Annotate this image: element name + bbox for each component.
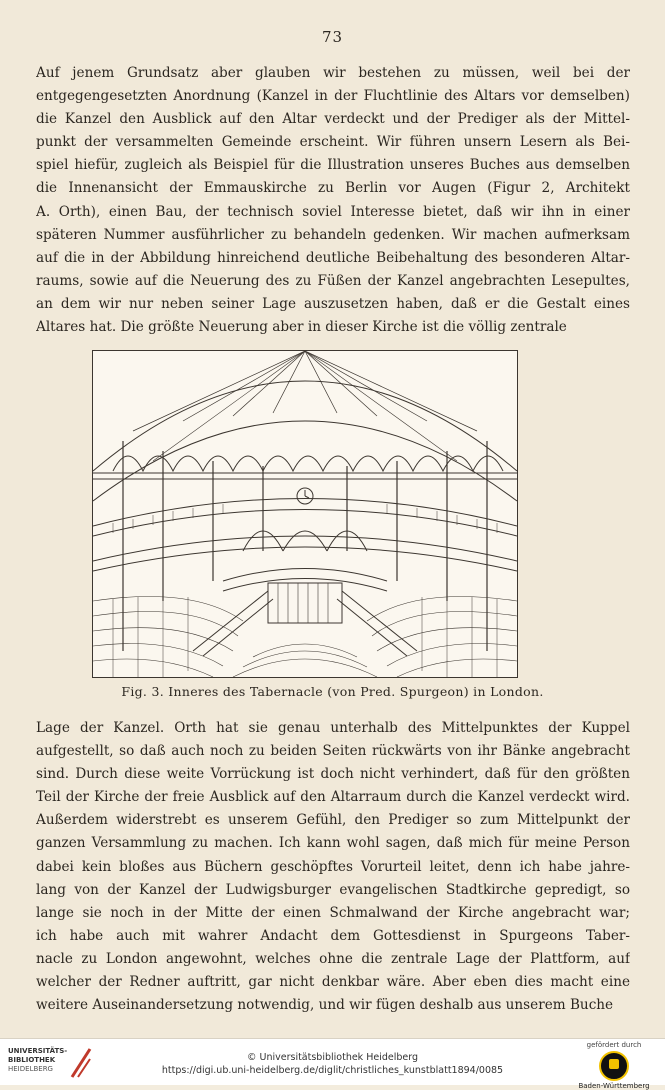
text-line: A. Orth), einen Bau, der technisch soviel Interesse bietet, daß wir ihn in einer bbox=[36, 203, 630, 220]
figure-tabernacle-interior bbox=[92, 350, 518, 678]
text-line: Außerdem widerstrebt es unserem Gefühl, den Prediger so zum Mittelpunkt der bbox=[36, 812, 630, 829]
copyright-notice: © Universitätsbibliothek Heidelberg bbox=[246, 1052, 418, 1063]
paragraph-2 bbox=[36, 717, 630, 1017]
text-line: Teil der Kirche der freie Ausblick auf den Altarraum durch die Kanzel verdeckt wird. bbox=[36, 789, 630, 806]
digitization-footer bbox=[0, 1038, 665, 1090]
text-line: entgegengesetzten Anordnung (Kanzel in der Fluchtlinie des Altars vor demselben) bbox=[36, 88, 630, 105]
text-line: die Innenansicht der Emmauskirche zu Berlin vor Augen (Figur 2, Architekt bbox=[36, 180, 630, 197]
figure-caption: Fig. 3. Inneres des Tabernacle (von Pred. Spurgeon) in London. bbox=[121, 684, 544, 699]
library-city: HEIDELBERG bbox=[8, 1065, 53, 1073]
text-line: aufgestellt, so daß auch noch zu beiden Seiten rückwärts von ihr Bänke angebracht bbox=[36, 743, 630, 760]
library-name-line-1: UNIVERSITÄTS- bbox=[8, 1047, 68, 1055]
funded-by-label: gefördert durch bbox=[586, 1041, 642, 1049]
library-name-line-2: BIBLIOTHEK bbox=[8, 1056, 56, 1064]
text-line: späteren Nummer ausführlicher zu behandeln gedenken. Wir machen aufmerksam bbox=[36, 226, 630, 243]
text-line: lange sie noch in der Mitte der einen Schmalwand der Kirche angebracht war; bbox=[36, 904, 630, 921]
page-number: 73 bbox=[321, 28, 344, 46]
footer-credits bbox=[150, 1051, 515, 1077]
source-url-link[interactable]: https://digi.ub.uni-heidelberg.de/diglit/christliches_kunstblatt1894/0085 bbox=[161, 1065, 504, 1076]
text-line: nacle zu London angewohnt, welches ohne die zentrale Lage der Plattform, auf bbox=[36, 950, 630, 967]
text-line: dabei kein bloßes aus Büchern geschöpftes Vorurteil leitet, denn ich habe jahre- bbox=[36, 858, 630, 875]
text-line: raums, sowie auf die Neuerung des zu Füßen der Kanzel angebrachten Lesepultes, bbox=[36, 272, 630, 289]
library-emblem-icon bbox=[70, 1045, 92, 1079]
sponsor-block bbox=[569, 1041, 659, 1090]
text-line: punkt der versammelten Gemeinde erscheint. Wir führen unsern Lesern als Bei- bbox=[36, 134, 630, 151]
text-line: Lage der Kanzel. Orth hat sie genau unterhalb des Mittelpunktes der Kuppel bbox=[36, 720, 630, 736]
sponsor-name: Baden-Württemberg bbox=[578, 1082, 650, 1090]
text-line: an dem wir nur neben seiner Lage auszusetzen haben, daß er die Gestalt eines bbox=[36, 295, 630, 312]
library-logo[interactable] bbox=[8, 1047, 67, 1074]
text-line: lang von der Kanzel der Ludwigsburger evangelischen Stadtkirche gepredigt, so bbox=[36, 881, 630, 898]
text-line: Auf jenem Grundsatz aber glauben wir bestehen zu müssen, weil bei der bbox=[36, 65, 630, 81]
church-interior-illustration bbox=[93, 351, 517, 677]
text-line: die Kanzel den Ausblick auf den Altar verdeckt und der Prediger als der Mittel- bbox=[36, 111, 630, 128]
text-line: weitere Auseinandersetzung notwendig, und wir fügen deshalb aus unserem Buche bbox=[36, 997, 614, 1014]
text-line: auf die in der Abbildung hinreichend deutliche Beibehaltung des besonderen Altar- bbox=[36, 249, 630, 266]
paragraph-1 bbox=[36, 62, 630, 339]
text-line: Altares hat. Die größte Neuerung aber in dieser Kirche ist die völlig zentrale bbox=[36, 319, 567, 336]
text-line: ganzen Versammlung zu machen. Ich kann wohl sagen, daß mich für meine Person bbox=[36, 835, 630, 852]
text-line: sind. Durch diese weite Vorrückung ist doch nicht verhindert, daß für den größten bbox=[36, 766, 630, 783]
text-line: spiel hiefür, zugleich als Beispiel für die Illustration unseres Buches aus demselben bbox=[36, 157, 630, 174]
text-line: welcher der Redner auftritt, gar nicht denkbar wäre. Aber eben dies macht eine bbox=[36, 974, 630, 991]
text-line: ich habe auch mit wahrer Andacht dem Gottesdienst in Spurgeons Taber- bbox=[36, 927, 630, 944]
baden-wuerttemberg-crest-icon bbox=[599, 1051, 629, 1081]
